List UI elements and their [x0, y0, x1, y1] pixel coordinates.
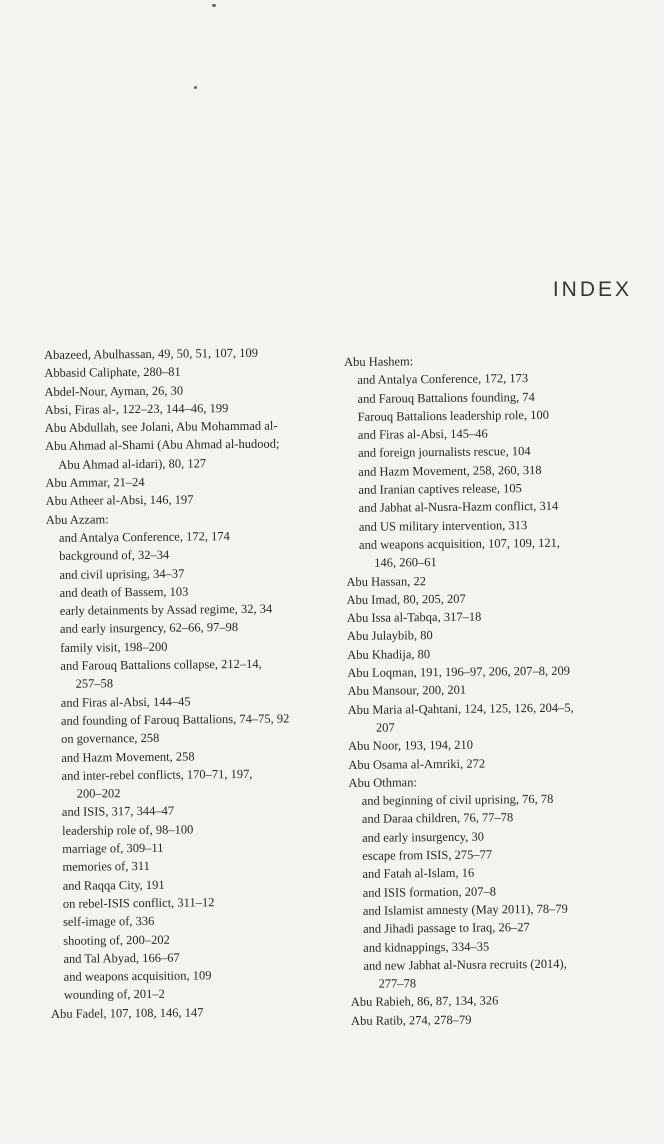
index-subentry: and Antalya Conference, 172, 174	[58, 529, 230, 545]
index-subentry: and Hazm Movement, 258, 260, 318	[358, 462, 542, 479]
index-subentry: and Iranian captives release, 105	[358, 481, 522, 497]
index-subentry: and weapons acquisition, 109	[63, 968, 212, 984]
index-entry: Abu Azzam:	[45, 512, 109, 527]
index-subentry: and early insurgency, 30	[362, 829, 484, 845]
index-subentry: and US military intervention, 313	[358, 517, 528, 534]
index-entry: Abu Mansour, 200, 201	[347, 683, 467, 699]
index-subentry: Farouq Battalions leadership role, 100	[357, 407, 550, 424]
index-subentry: and Antalya Conference, 172, 173	[357, 371, 529, 388]
index-subentry: on governance, 258	[61, 731, 160, 747]
index-subentry: and Farouq Battalions collapse, 212–14,	[60, 656, 262, 673]
index-subentry: and Farouq Battalions founding, 74	[357, 389, 535, 406]
index-subentry: and inter-rebel conflicts, 170–71, 197,	[61, 766, 253, 783]
index-subentry: and Daraa children, 76, 77–78	[361, 810, 514, 827]
index-subentry: and Firas al-Absi, 145–46	[357, 426, 488, 443]
index-entry: Abu Osama al-Amriki, 272	[348, 756, 486, 772]
index-subentry: and death of Bassem, 103	[59, 584, 189, 600]
index-subentry: and weapons acquisition, 107, 109, 121,	[358, 535, 561, 552]
index-subentry: and new Jabhat al-Nusra recruits (2014),	[363, 956, 567, 973]
index-subentry: escape from ISIS, 275–77	[362, 847, 493, 863]
index-subentry: and ISIS, 317, 344–47	[61, 804, 175, 820]
index-column-right	[344, 350, 651, 1030]
index-subentry: leadership role of, 98–100	[62, 822, 194, 838]
index-subentry: and ISIS formation, 207–8	[362, 884, 497, 900]
index-subentry: and Islamist amnesty (May 2011), 78–79	[362, 901, 568, 918]
index-entry: Abu Maria al-Qahtani, 124, 125, 126, 204–5,	[347, 700, 574, 717]
index-entry: Abu Atheer al-Absi, 146, 197	[45, 492, 194, 509]
index-subentry: 146, 260–61	[374, 555, 437, 570]
index-entry: Abu Ammar, 21–24	[45, 475, 145, 491]
speck-mark	[194, 86, 197, 89]
index-subentry: family visit, 198–200	[60, 639, 168, 655]
index-subentry: and Tal Abyad, 166–67	[63, 950, 180, 966]
index-subentry: wounding of, 201–2	[63, 987, 165, 1003]
index-entry: Abu Noor, 193, 194, 210	[348, 737, 474, 754]
index-subentry: self-image of, 336	[62, 914, 155, 930]
index-entry: Abu Imad, 80, 205, 207	[346, 591, 466, 607]
index-subentry: 207	[375, 720, 395, 735]
index-entry: Abu Othman:	[348, 775, 417, 790]
index-entry: Abu Abdullah, see Jolani, Abu Mohammad al-	[44, 418, 278, 436]
index-subentry: and foreign journalists rescue, 104	[357, 444, 531, 461]
index-subentry: and Fatah al-Islam, 16	[362, 865, 475, 882]
index-entry: Abu Ahmad al-Shami (Abu Ahmad al-hudood;	[44, 437, 280, 454]
index-subentry: and founding of Farouq Battalions, 74–75, 92	[60, 711, 290, 728]
index-subentry: Abu Ahmad al-idari), 80, 127	[58, 456, 207, 472]
index-subentry: and early insurgency, 62–66, 97–98	[59, 620, 239, 637]
index-subentry: and Firas al-Absi, 144–45	[60, 694, 191, 710]
index-entry: Abbasid Caliphate, 280–81	[44, 364, 181, 381]
index-entry: Abdel-Nour, Ayman, 26, 30	[44, 383, 184, 399]
index-subentry: memories of, 311	[62, 859, 150, 875]
index-entry: Abu Hashem:	[344, 354, 414, 369]
index-entry: Abu Rabieh, 86, 87, 134, 326	[350, 993, 499, 1010]
index-subentry: early detainments by Assad regime, 32, 34	[59, 601, 273, 619]
index-subentry: and beginning of civil uprising, 76, 78	[361, 791, 554, 808]
index-subentry: 277–78	[378, 976, 417, 991]
index-entry: Abu Khadija, 80	[347, 646, 431, 662]
index-subentry: 200–202	[76, 786, 121, 801]
index-entry: Abu Ratib, 274, 278–79	[350, 1012, 472, 1028]
index-subentry: marriage of, 309–11	[62, 840, 164, 856]
index-entry: Abu Loqman, 191, 196–97, 206, 207–8, 209	[347, 663, 570, 681]
index-subentry: shooting of, 200–202	[63, 932, 170, 948]
index-entry: Abu Hassan, 22	[346, 573, 426, 589]
index-subentry: and Raqqa City, 191	[62, 877, 165, 893]
index-entry: Abazeed, Abulhassan, 49, 50, 51, 107, 109	[44, 345, 259, 362]
index-entry: Abu Julaybib, 80	[346, 628, 433, 644]
index-subentry: background of, 32–34	[59, 547, 170, 564]
index-column-left	[44, 343, 341, 1023]
index-entry: Absi, Firas al-, 122–23, 144–46, 199	[44, 400, 229, 417]
index-subentry: and kidnappings, 334–35	[363, 939, 490, 955]
index-subentry: and Jabhat al-Nusra-Hazm conflict, 314	[358, 499, 559, 516]
index-entry: Abu Issa al-Tabqa, 317–18	[346, 609, 482, 626]
index-subentry: and civil uprising, 34–37	[59, 566, 185, 582]
speck-mark	[212, 4, 216, 7]
index-heading: INDEX	[552, 278, 632, 301]
index-entry: Abu Fadel, 107, 108, 146, 147	[50, 1005, 204, 1021]
index-subentry: 257–58	[75, 676, 114, 692]
index-subentry: on rebel-ISIS conflict, 311–12	[62, 895, 215, 911]
index-subentry: and Jihadi passage to Iraq, 26–27	[362, 920, 530, 937]
index-subentry: and Hazm Movement, 258	[61, 748, 195, 765]
